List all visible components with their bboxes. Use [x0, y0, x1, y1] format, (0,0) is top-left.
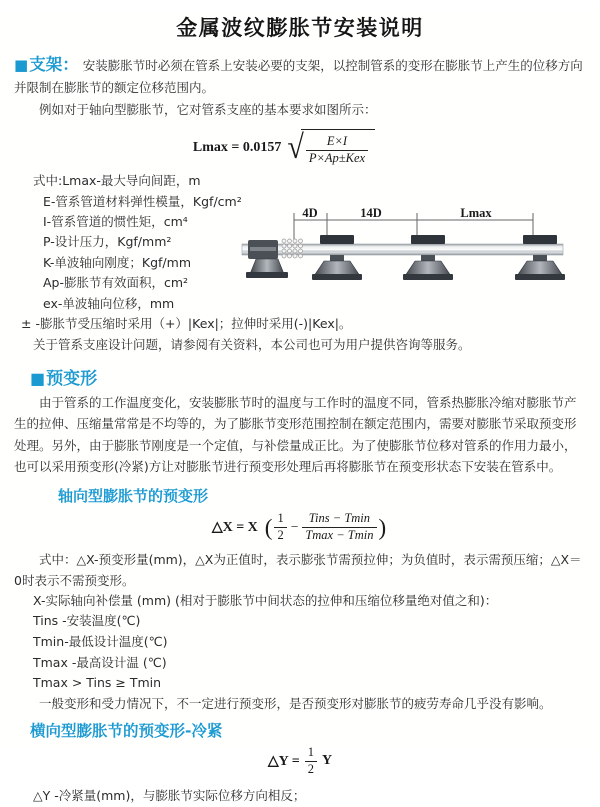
lateral-subsection-heading: 横向型膨胀节的预变形-冷紧 — [30, 722, 223, 741]
close-paren: ) — [378, 514, 387, 540]
half-fraction-denominator: 2 — [305, 761, 317, 778]
axial-predeform-formula — [0, 511, 600, 543]
lmax-formula-lhs: Lmax = 0.0157 — [192, 139, 282, 155]
temperature-fraction-numerator: Tins − Tmin — [308, 510, 371, 525]
dim-label-14d: 14D — [360, 206, 382, 220]
temperature-definition: Tmin-最低设计温度(℃) — [33, 633, 168, 649]
open-paren: ( — [264, 514, 273, 540]
temperature-definition: Tins -安装温度(℃) — [33, 613, 141, 629]
definition-line: Ap-膨胀节有效面积，cm² — [43, 275, 189, 291]
section-bullet-icon: ■ — [30, 368, 46, 388]
temperature-fraction — [302, 511, 376, 543]
radical-sign: √ — [287, 128, 304, 166]
half-fraction — [274, 511, 286, 543]
temperature-fraction-denominator: Tmax − Tmin — [302, 527, 376, 544]
temperature-definition: Tmax > Tins ≥ Tmin — [33, 675, 162, 691]
guide-support — [403, 235, 453, 280]
lmax-fraction — [306, 134, 368, 166]
axial-subsection-heading: 轴向型膨胀节的预变形 — [58, 486, 209, 505]
definition-line: E-管系管道材料弹性模量，Kgf/cm² — [43, 193, 242, 209]
lmax-formula — [0, 129, 584, 166]
dim-label-4d: 4D — [302, 206, 318, 220]
definition-line: I-管系管道的惯性矩，cm⁴ — [43, 214, 188, 230]
support-section-label: 支架： — [29, 55, 79, 74]
axial-x-definition: X-实际轴向补偿量 (mm) (相对于膨胀节中间状态的拉伸和压缩位移量绝对值之和)： — [33, 592, 498, 608]
definition-line: 式中:Lmax-最大导向间距，m — [33, 173, 201, 189]
predeform-section-label: 预变形 — [46, 368, 98, 389]
axial-general-note: 一般变形和受力情况下，不一定进行预变形，是否预变形对膨胀节的疲劳寿命几乎没有影响。 — [39, 695, 552, 711]
lmax-fraction-numerator: E×I — [326, 134, 348, 148]
pipe-support-diagram — [240, 204, 572, 296]
predeform-section-heading — [30, 364, 600, 389]
half-fraction-numerator: 1 — [277, 510, 284, 525]
service-note: 关于管系支座设计问题，请参阅有关资料，本公司也可为用户提供咨询等服务。 — [33, 336, 471, 352]
support-intro-paragraph — [14, 54, 586, 99]
lateral-formula-prefix: △Y = — [267, 753, 300, 769]
dim-label-lmax: Lmax — [460, 206, 492, 220]
axial-formula-note: 式中：△X-预变形量(mm)，△X为正值时，表示膨张节需预拉伸；为负值时，表示需预压缩；△X＝0时表示不需预变形。 — [14, 552, 582, 588]
half-fraction — [305, 745, 317, 777]
lateral-note: △Y -冷紧量(mm)，与膨胀节实际位移方向相反； — [33, 788, 306, 804]
predeform-paragraph: 由于管系的工作温度变化，安装膨胀节时的温度与工作时的温度不同，管系热膨胀冷缩对膨胀节产生的拉伸、压缩量常常是不均等的，为了膨胀节变形范围控制在额定范围内，需要对膨胀节采取预变形处理。另外，由于膨胀节刚度是一个定值，与补偿量成正比。为了使膨胀节位移对管系的作用力最小，也可以采用预变形(冷紧)方让对膨胀节进行预变形处理后再将膨胀节在预变形状态下安装在管系中。 — [14, 394, 577, 475]
half-fraction-denominator: 2 — [274, 527, 286, 544]
guide-support — [515, 235, 565, 280]
support-section-heading — [14, 55, 79, 74]
pipe-diagram-svg — [240, 204, 572, 296]
temperature-definition: Tmax -最高设计温 (℃) — [33, 654, 167, 670]
page-title: 金属波纹膨胀节安装说明 — [176, 16, 424, 40]
sign-convention-note: ± -膨胀节受压缩时采用（+）|Kex|；拉伸时采用(-)|Kex|。 — [21, 316, 352, 332]
support-intro-text: 安装膨胀节时必须在管系上安装必要的支架，以控制管系的变形在膨胀节上产生的位移方向并限制在膨胀节的额定位移范围内。 — [14, 58, 583, 95]
definition-line: ex-单波轴向位移，mm — [43, 295, 175, 311]
radicand — [301, 129, 375, 166]
lateral-predeform-formula — [0, 745, 600, 777]
guide-support — [312, 235, 362, 280]
minus-sign: − — [290, 519, 299, 535]
definition-line: P-设计压力，Kgf/mm² — [43, 234, 172, 250]
support-example-line: 例如对于轴向型膨胀节，它对管系支座的基本要求如图所示： — [39, 102, 377, 117]
half-fraction-numerator: 1 — [307, 745, 314, 760]
lmax-fraction-denominator: P×Ap±Kex — [306, 150, 368, 167]
axial-formula-prefix: △X = X — [211, 519, 258, 535]
section-bullet-icon: ■ — [14, 56, 29, 74]
document-page — [0, 12, 600, 804]
definition-line: K-单波轴向刚度；Kgf/mm — [43, 254, 191, 270]
temperature-definitions-list — [0, 611, 600, 693]
lateral-formula-suffix: Y — [321, 753, 333, 769]
